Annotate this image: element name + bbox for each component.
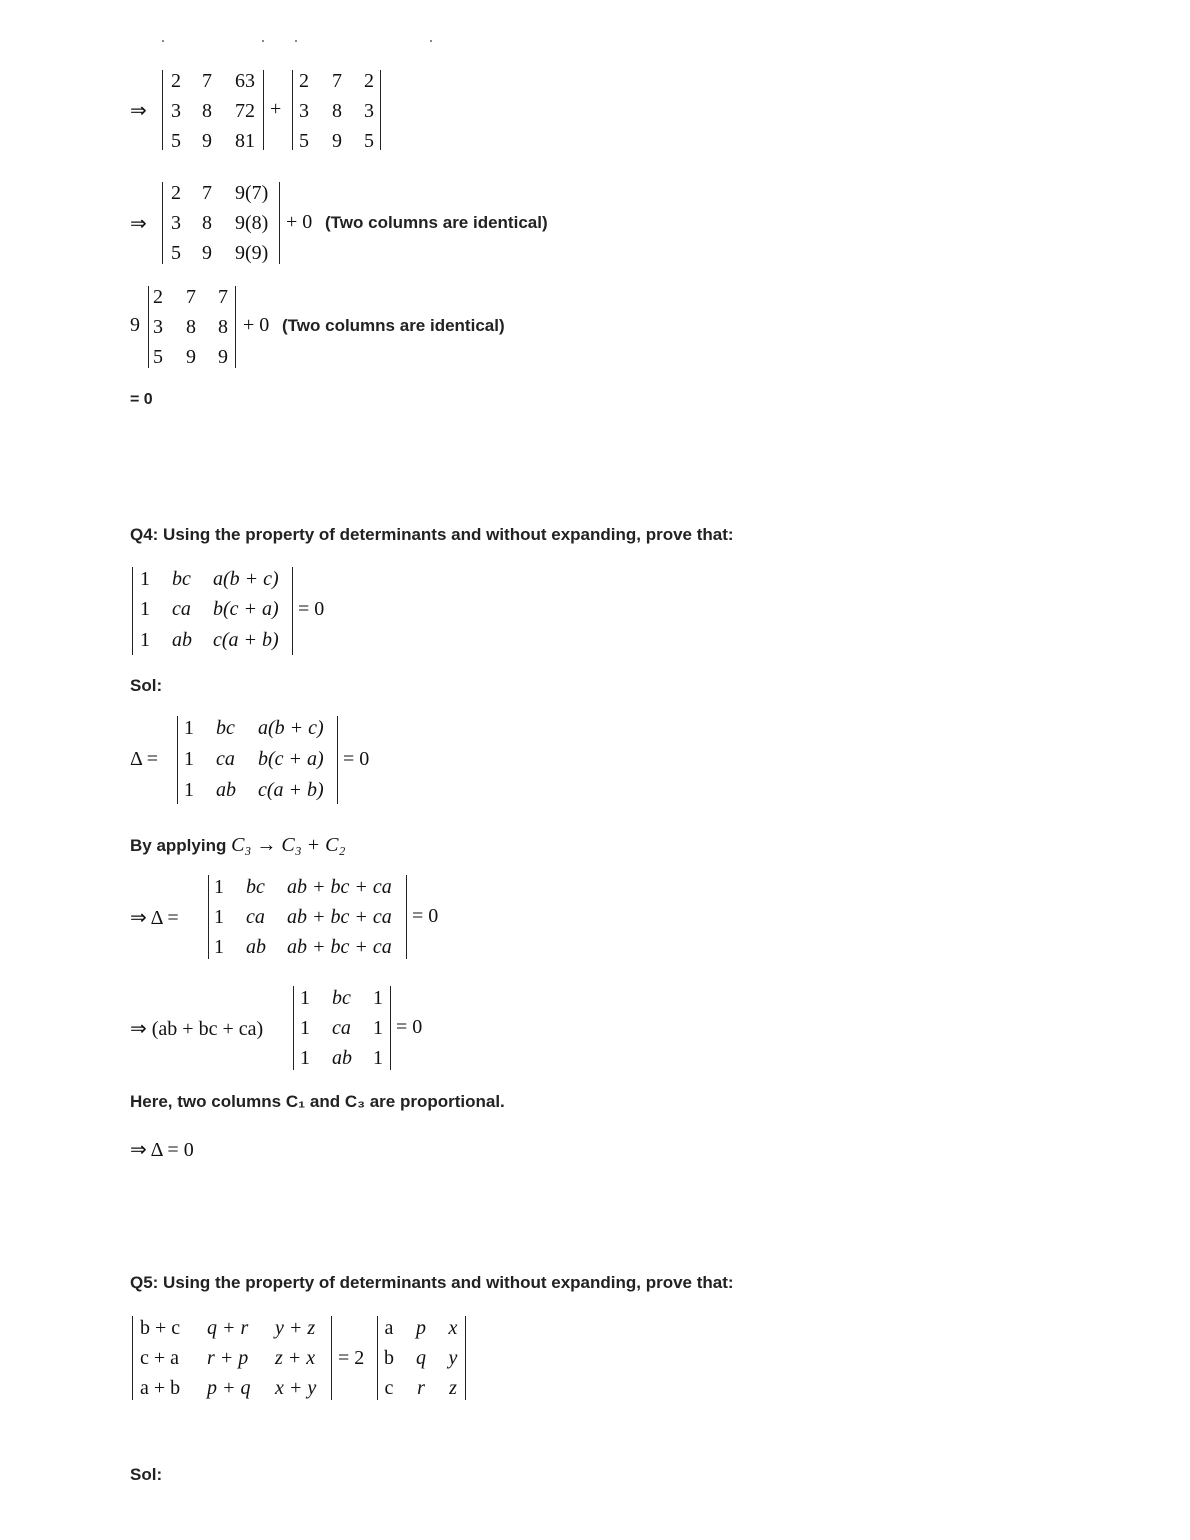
column-operation: C₃ → C₃ + C₂ xyxy=(231,834,346,856)
matrix-cell: 9 xyxy=(218,346,228,368)
matrix-cell: 9 xyxy=(202,242,212,264)
q5-question: Q5: Using the property of determinants and without expanding, prove that: xyxy=(130,1273,734,1292)
matrix-cell: 1 xyxy=(140,598,150,620)
matrix-cell: 1 xyxy=(373,1017,383,1039)
matrix-cell: q + r xyxy=(207,1317,249,1339)
result: = 0 xyxy=(130,391,153,408)
implies-delta: ⇒ Δ = xyxy=(130,907,179,929)
matrix-cell: 8 xyxy=(218,316,228,338)
final-result: ⇒ Δ = 0 xyxy=(130,1139,194,1161)
matrix-cell: 1 xyxy=(300,1017,310,1039)
plus-zero: + 0 xyxy=(286,211,313,233)
apply-step xyxy=(130,834,345,857)
matrix-cell: 1 xyxy=(214,936,224,958)
factor-out xyxy=(130,1016,263,1041)
matrix-cell: r + p xyxy=(207,1347,249,1369)
matrix-cell: b + c xyxy=(140,1317,181,1339)
matrix-cell: 1 xyxy=(373,1047,383,1069)
equals-zero: = 0 xyxy=(412,905,439,927)
matrix-cell: c xyxy=(384,1377,394,1399)
sol-label: Sol: xyxy=(130,676,163,695)
matrix-cell: bc xyxy=(172,568,191,590)
matrix-cell: bc xyxy=(216,717,235,739)
matrix-cell: 1 xyxy=(140,629,150,651)
matrix-cell: 9 xyxy=(332,130,342,152)
matrix-cell: 5 xyxy=(171,242,181,264)
matrix-cell: c(a + b) xyxy=(258,779,324,801)
matrix-cell: a xyxy=(384,1317,394,1339)
matrix-cell: 9(9) xyxy=(235,242,269,264)
matrix-cell: 1 xyxy=(184,779,194,801)
matrix-cell: x + y xyxy=(275,1377,317,1399)
matrix-cell: ca xyxy=(172,598,191,620)
delta-eq: Δ = xyxy=(130,748,159,770)
matrix-cell: 7 xyxy=(202,182,212,204)
matrix-cell: 9(7) xyxy=(235,182,269,204)
matrix-cell: a + b xyxy=(140,1377,181,1399)
matrix-cell: r xyxy=(417,1377,425,1399)
factor-expression: ⇒ (ab + bc + ca) xyxy=(130,1018,264,1040)
equals-zero: = 0 xyxy=(396,1016,423,1038)
plus-sign: + xyxy=(270,98,282,120)
matrix-cell: 3 xyxy=(171,100,181,122)
matrix-cell: 2 xyxy=(171,70,181,92)
matrix-cell: ab + bc + ca xyxy=(287,906,392,928)
identical-note: (Two columns are identical) xyxy=(325,213,548,232)
matrix-cell: ab + bc + ca xyxy=(287,876,392,898)
matrix-cell: 3 xyxy=(171,212,181,234)
matrix-cell: 8 xyxy=(202,212,212,234)
matrix-cell: p + q xyxy=(207,1377,251,1399)
matrix-cell: y + z xyxy=(275,1317,316,1339)
matrix-cell: y xyxy=(448,1347,458,1369)
equals-zero: = 0 xyxy=(298,598,325,620)
identical-note: (Two columns are identical) xyxy=(282,316,505,335)
matrix-cell: z + x xyxy=(275,1347,316,1369)
equals-zero: = 0 xyxy=(343,748,370,770)
matrix-cell: ab + bc + ca xyxy=(287,936,392,958)
matrix-cell: q xyxy=(416,1347,426,1369)
matrix-cell: 2 xyxy=(299,70,309,92)
matrix-cell: 8 xyxy=(186,316,196,338)
matrix-cell: c(a + b) xyxy=(213,629,279,651)
matrix-cell: a(b + c) xyxy=(258,717,324,739)
matrix-cell: b(c + a) xyxy=(213,598,279,620)
matrix-cell: ab xyxy=(216,779,236,801)
matrix-cell: 81 xyxy=(235,130,255,152)
matrix-cell: 1 xyxy=(300,987,310,1009)
matrix-cell: bc xyxy=(332,987,351,1009)
matrix-cell: 1 xyxy=(300,1047,310,1069)
matrix-cell: 2 xyxy=(364,70,374,92)
matrix-cell: 7 xyxy=(332,70,342,92)
matrix-cell: 1 xyxy=(140,568,150,590)
matrix-cell: ab xyxy=(332,1047,352,1069)
proportional-note: Here, two columns C₁ and C₃ are proportional. xyxy=(130,1092,505,1111)
matrix-cell: 5 xyxy=(299,130,309,152)
implies-symbol: ⇒ xyxy=(130,100,147,122)
matrix-cell: 5 xyxy=(171,130,181,152)
matrix-cell: ab xyxy=(246,936,266,958)
matrix-cell: 8 xyxy=(202,100,212,122)
matrix-cell: 5 xyxy=(153,346,163,368)
matrix-cell: 2 xyxy=(153,286,163,308)
matrix-cell: 7 xyxy=(218,286,228,308)
matrix-cell: a(b + c) xyxy=(213,568,279,590)
matrix-cell: 7 xyxy=(202,70,212,92)
apply-prefix: By applying xyxy=(130,836,227,855)
matrix-cell: x xyxy=(448,1317,458,1339)
matrix-cell: 1 xyxy=(214,876,224,898)
matrix-cell: 63 xyxy=(235,70,255,92)
sol-label: Sol: xyxy=(130,1465,163,1484)
matrix-cell: p xyxy=(416,1317,426,1339)
matrix-cell: 7 xyxy=(186,286,196,308)
matrix-cell: ca xyxy=(246,906,265,928)
matrix-cell: 72 xyxy=(235,100,255,122)
matrix-cell: z xyxy=(449,1377,457,1399)
matrix-cell: 3 xyxy=(364,100,374,122)
matrix-cell: 8 xyxy=(332,100,342,122)
matrix-cell: ca xyxy=(332,1017,351,1039)
matrix-cell: 1 xyxy=(214,906,224,928)
matrix-cell: 9(8) xyxy=(235,212,269,234)
matrix-cell: 9 xyxy=(186,346,196,368)
matrix-cell: 1 xyxy=(373,987,383,1009)
matrix-cell: ab xyxy=(172,629,192,651)
q4-question: Q4: Using the property of determinants and without expanding, prove that: xyxy=(130,525,734,544)
matrix-cell: 3 xyxy=(299,100,309,122)
matrix-cell: bc xyxy=(246,876,265,898)
matrix-cell: 5 xyxy=(364,130,374,152)
implies-symbol: ⇒ xyxy=(130,213,147,235)
plus-zero: + 0 xyxy=(243,314,270,336)
matrix-cell: 2 xyxy=(171,182,181,204)
matrix-cell: c + a xyxy=(140,1347,180,1369)
matrix-cell: b(c + a) xyxy=(258,748,324,770)
matrix-cell: 1 xyxy=(184,748,194,770)
matrix-cell: 1 xyxy=(184,717,194,739)
matrix-cell: ca xyxy=(216,748,235,770)
matrix-cell: 9 xyxy=(202,130,212,152)
equals-two: = 2 xyxy=(338,1347,365,1369)
matrix-cell: b xyxy=(384,1347,394,1369)
matrix-cell: 3 xyxy=(153,316,163,338)
factor: 9 xyxy=(130,314,140,336)
